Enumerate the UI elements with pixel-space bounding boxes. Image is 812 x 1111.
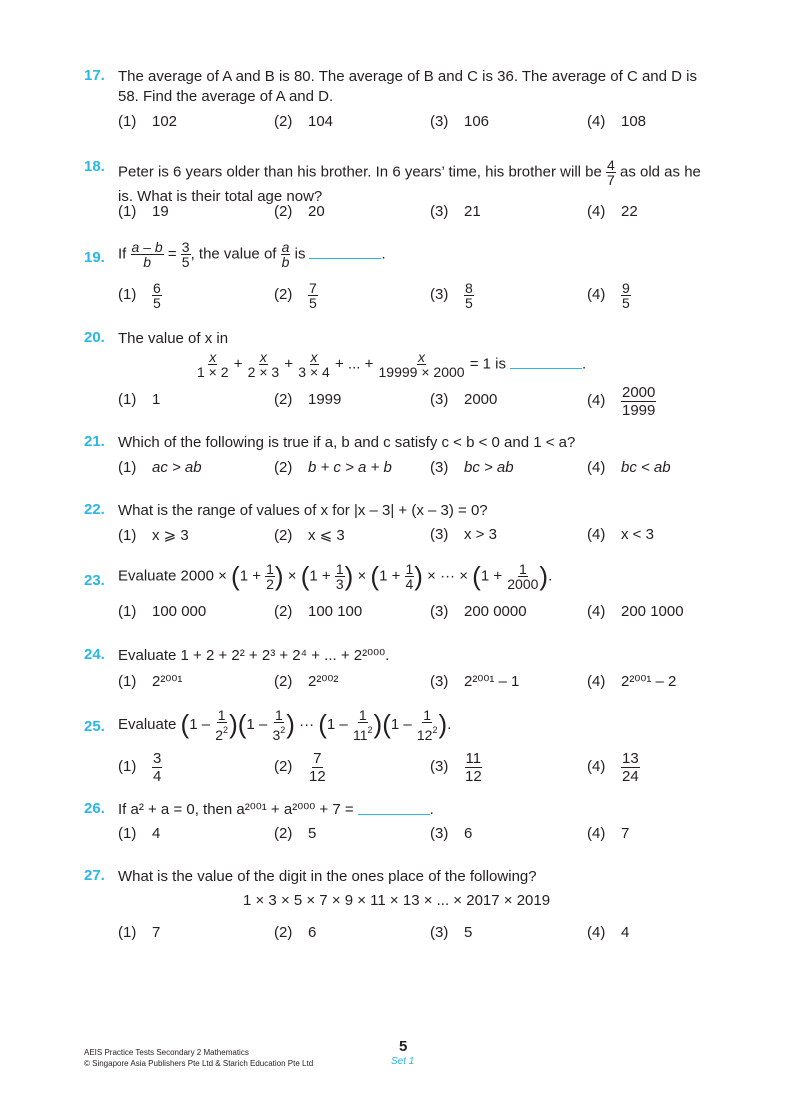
option-2: (2) 2²⁰⁰² [274, 673, 339, 690]
question-number: 20. [84, 329, 105, 346]
question-text: If a² + a = 0, then a²⁰⁰¹ + a²⁰⁰⁰ + 7 = . [118, 801, 434, 818]
option-2: (2) $\frac{7}{5}$ [274, 280, 317, 311]
question-number: 25. [84, 718, 105, 735]
option-3: (3) 2²⁰⁰¹ – 1 [430, 673, 520, 690]
option-2: (2) x ⩽ 3 [274, 527, 345, 544]
question-text: Which of the following is true if a, b and c satisfy c < b < 0 and 1 < a? [118, 434, 576, 451]
option-1: (1) 4 [118, 825, 161, 842]
option-1: (1) x ⩾ 3 [118, 527, 189, 544]
option-2: (2) 6 [274, 924, 317, 941]
expression: 1 × 3 × 5 × 7 × 9 × 11 × 13 × ... × 2017 × 2019 [243, 892, 551, 909]
option-2: (2) 104 [274, 113, 334, 130]
option-2: (2) 5 [274, 825, 317, 842]
option-1: (1) ac > ab [118, 459, 202, 476]
option-4: (4) 4 [587, 924, 630, 941]
question-text: Evaluate 1 + 2 + 2² + 2³ + 2⁴ + ... + 2²⁰⁰⁰. [118, 647, 390, 664]
question-number: 18. [84, 158, 105, 175]
question-text: What is the value of the digit in the ones place of the following? [118, 868, 537, 885]
question-text: What is the range of values of x for |x – 3| + (x – 3) = 0? [118, 502, 488, 519]
option-3: (3) bc > ab [430, 459, 514, 476]
set-label: Set 1 [391, 1056, 415, 1067]
option-1: (1) $\frac{6}{5}$ [118, 280, 161, 311]
option-1: (1) $\frac{3}{4}$ [118, 750, 162, 785]
question-number: 27. [84, 867, 105, 884]
question-text: Evaluate 2000 × (1 + $\frac{1}{2}$ ) × (1 + $\frac{1}{3}$ ) × (1 + $\frac{1}{4}$ ) × ··· × (1 + $\frac{1}{2000}$ ). [118, 560, 553, 592]
footer-credits: AEIS Practice Tests Secondary 2 Mathematics © Singapore Asia Publishers Pte Ltd & Starich Education Pte Ltd [84, 1048, 314, 1068]
answer-blank [510, 368, 582, 369]
question-number: 21. [84, 433, 105, 450]
option-4: (4) $\frac{9}{5}$ [587, 280, 630, 311]
page-number: 5 [399, 1038, 408, 1055]
option-4: (4) bc < ab [587, 459, 671, 476]
option-2: (2) 1999 [274, 391, 342, 408]
question-number: 26. [84, 800, 105, 817]
question-number: 19. [84, 249, 105, 266]
option-3: (3) 21 [430, 203, 481, 220]
option-2: (2) 20 [274, 203, 325, 220]
option-1: (1) 1 [118, 391, 161, 408]
option-4: (4) 22 [587, 203, 638, 220]
question-text: The average of A and B is 80. The average of B and C is 36. The average of C and D is 58. Find the average of A and D. [118, 68, 697, 105]
answer-blank [358, 814, 430, 815]
option-4: (4) 108 [587, 113, 647, 130]
question-text: The value of x in [118, 330, 229, 347]
option-4: (4) 7 [587, 825, 630, 842]
question-number: 17. [84, 67, 105, 84]
option-1: (1) 102 [118, 113, 178, 130]
question-number: 22. [84, 501, 105, 518]
option-4: (4) $\frac{13}{24}$ [587, 750, 639, 785]
option-4: (4) 2²⁰⁰¹ – 2 [587, 673, 677, 690]
option-2: (2) b + c > a + b [274, 459, 392, 476]
option-3: (3) $\frac{8}{5}$ [430, 280, 473, 311]
option-2: (2) 100 100 [274, 603, 363, 620]
equation: $\frac{x}{1 \times 2}$ + $\frac{x}{2 \times 3}$ + $\frac{x}{3 \times 4}$ + ... + $\frac{x}{19999 \times 2000}$ = 1 is . [197, 349, 587, 380]
option-3: (3) 2000 [430, 391, 498, 408]
question-number: 24. [84, 646, 105, 663]
question-number: 23. [84, 572, 105, 589]
option-1: (1) 2²⁰⁰¹ [118, 673, 183, 690]
option-3: (3) $\frac{11}{12}$ [430, 750, 482, 785]
option-3: (3) 200 0000 [430, 603, 527, 620]
option-3: (3) 5 [430, 924, 473, 941]
option-3: (3) 6 [430, 825, 473, 842]
option-4: (4) x < 3 [587, 526, 654, 543]
answer-blank [309, 258, 381, 259]
option-1: (1) 7 [118, 924, 161, 941]
option-1: (1) 19 [118, 203, 169, 220]
question-text: Peter is 6 years older than his brother. In 6 years’ time, his brother will be $\frac{4}{7}$ as old as he is. What is their total age now? [118, 157, 701, 205]
option-4: (4) $\frac{2000}{1999}$ [587, 384, 656, 419]
question-text: If $\frac{a - b}{b}$ = $\frac{3}{5}$ , the value of $\frac{a}{b}$ is . [118, 239, 386, 270]
option-4: (4) 200 1000 [587, 603, 684, 620]
question-text: Evaluate (1 – $\frac{1}{2^2}$ )(1 – $\frac{1}{3^2}$ ) ··· (1 – $\frac{1}{11^2}$ )(1 – $\frac{1}{12^2}$ ). [118, 707, 452, 743]
option-1: (1) 100 000 [118, 603, 207, 620]
option-3: (3) x > 3 [430, 526, 497, 543]
option-2: (2) $\frac{7}{12}$ [274, 750, 326, 785]
option-3: (3) 106 [430, 113, 490, 130]
